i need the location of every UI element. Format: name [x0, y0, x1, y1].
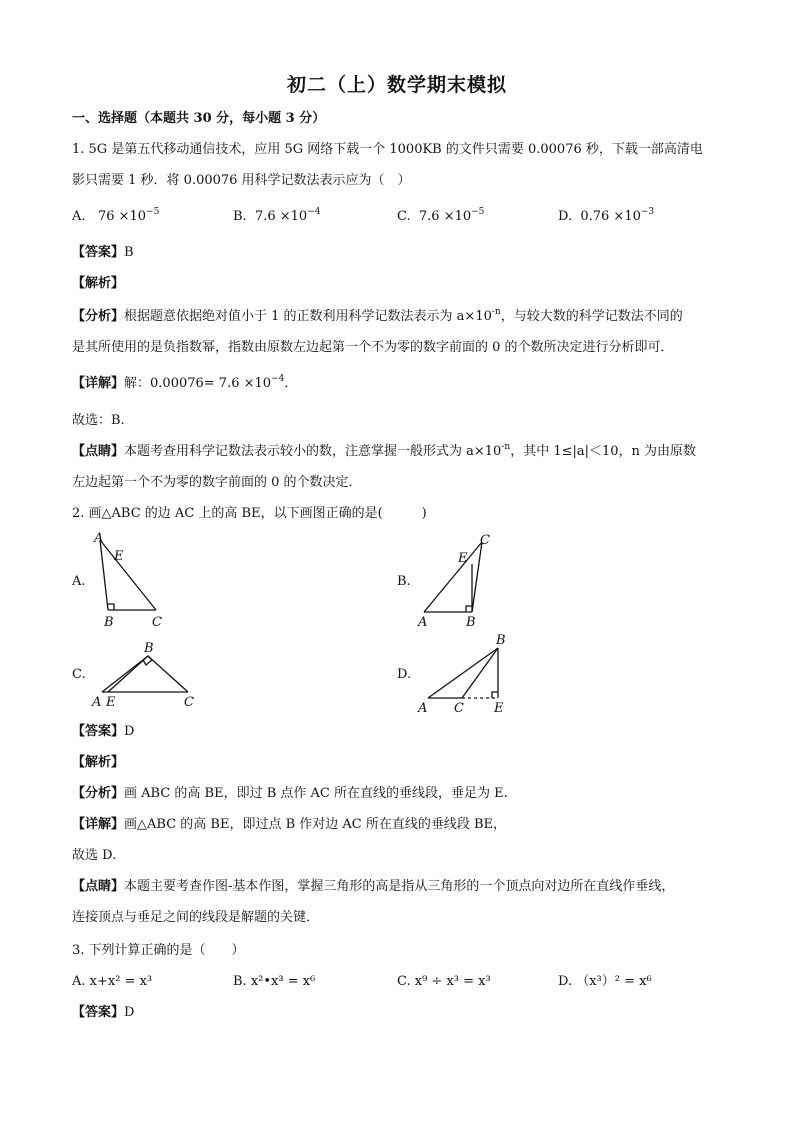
q1-option-d: D. $0.76 \times 10^{-3}$: [558, 207, 655, 224]
q2-option-a-label: A.: [72, 574, 86, 589]
q2-answer: 【答案】D: [72, 724, 135, 739]
q2-choice: 故选 D.: [72, 848, 117, 863]
figure-a-label-c: C: [152, 615, 162, 630]
q2-stem: 2. 画△ABC 的边 AC 上的高 BE，以下画图正确的是( ): [72, 506, 427, 521]
figure-a-label-e: E: [114, 549, 124, 564]
section-heading: 一、选择题（本题共 30 分，每小题 3 分）: [72, 111, 326, 126]
q1-detail: 【详解】解：$0.00076= 7.6 \times 10^{-4}$．: [72, 374, 298, 391]
q3-option-d: D. （x³）² = x⁶: [558, 974, 652, 989]
q1-note-line2: 左边起第一个不为零的数字前面的 0 的个数决定．: [72, 475, 362, 490]
figure-c-right-angle: [143, 656, 152, 665]
figure-d-side-bc: [462, 648, 498, 698]
q2-detail: 【详解】画△ABC 的高 BE，即过点 B 作对边 AC 所在直线的垂线段 BE，: [72, 817, 507, 832]
figure-a: [88, 530, 178, 630]
figure-a-label-b: B: [104, 615, 114, 630]
figure-c-label-c: C: [184, 695, 194, 710]
figure-a-side-ac: [100, 540, 156, 610]
q1-answer: 【答案】B: [72, 245, 134, 260]
q3-option-b: B. x²•x³ = x⁶: [233, 974, 316, 989]
figure-c-label-a: A: [92, 695, 102, 710]
q1-choice: 故选：B.: [72, 413, 125, 428]
q1-stem-line2: 影只需要 1 秒．将 0.00076 用科学记数法表示应为（ ）: [72, 173, 411, 188]
q2-fenxi: 【分析】画 ABC 的高 BE，即过 B 点作 AC 所在直线的垂线段，垂足为 E.: [72, 786, 508, 801]
q2-option-b-label: B.: [397, 574, 411, 589]
page-title: 初二（上）数学期末模拟: [286, 74, 507, 96]
q2-analysis-heading: 【解析】: [72, 755, 125, 770]
figure-d: [410, 630, 520, 720]
q2-option-c-label: C.: [72, 667, 86, 682]
q1-option-a: A. $76 \times 10^{-5}$: [72, 207, 160, 224]
q2-option-d-label: D.: [397, 667, 412, 682]
figure-c-side-bc: [148, 656, 188, 692]
figure-d-label-e: E: [494, 701, 504, 716]
q1-note-line1: 【点睛】本题考查用科学记数法表示较小的数，注意掌握一般形式为 $a\times 10^{-n}$，其中 1≤|a|＜10，n 为由原数: [72, 442, 697, 459]
q1-fenxi-line1: 【分析】根据题意依据绝对值小于 1 的正数利用科学记数法表示为 $a\times 10^{-n}$，与较大数的科学记数法不同的: [72, 307, 683, 324]
q1-stem-line1: 1. 5G 是第五代移动通信技术，应用 5G 网络下载一个 1000KB 的文件只需要 0.00076 秒，下载一部高清电: [72, 142, 703, 157]
figure-b-label-a: A: [418, 615, 428, 630]
q3-stem: 3. 下列计算正确的是（ ）: [72, 943, 245, 958]
figure-d-label-a: A: [418, 701, 428, 716]
figure-b-label-e: E: [458, 551, 468, 566]
q2-note-line1: 【点睛】本题主要考查作图-基本作图，掌握三角形的高是指从三角形的一个顶点向对边所在直线作垂线，: [72, 879, 675, 894]
figure-d-right-angle: [492, 692, 498, 698]
figure-c: [88, 638, 208, 714]
q1-fenxi-line2: 是其所使用的是负指数幂，指数由原数左边起第一个不为零的数字前面的 0 的个数所决定进行分析即可．: [72, 340, 674, 355]
q2-note-line2: 连接顶点与垂足之间的线段是解题的关键．: [72, 910, 320, 925]
figure-a-label-a: A: [94, 531, 104, 546]
figure-b: [410, 530, 510, 630]
figure-c-label-e: E: [106, 695, 116, 710]
figure-c-segment-be: [108, 656, 148, 692]
q3-option-c: C. x⁹ ÷ x³ = x³: [397, 974, 491, 989]
figure-d-label-b: B: [496, 633, 506, 648]
figure-a-right-angle: [108, 604, 114, 610]
figure-b-label-c: C: [480, 533, 490, 548]
figure-b-label-b: B: [466, 615, 476, 630]
figure-a-side-ab: [100, 540, 108, 610]
q1-option-c: C. $7.6 \times 10^{-5}$: [397, 207, 485, 224]
figure-d-label-c: C: [454, 701, 464, 716]
q3-option-a: A. x+x² = x³: [72, 974, 153, 989]
figure-d-side-ab: [428, 648, 498, 698]
q1-option-b: B. $7.6 \times 10^{-4}$: [233, 207, 321, 224]
q3-answer: 【答案】D: [72, 1005, 135, 1020]
q1-analysis-heading: 【解析】: [72, 276, 125, 291]
figure-c-label-b: B: [144, 641, 154, 656]
figure-b-right-angle: [466, 606, 472, 612]
